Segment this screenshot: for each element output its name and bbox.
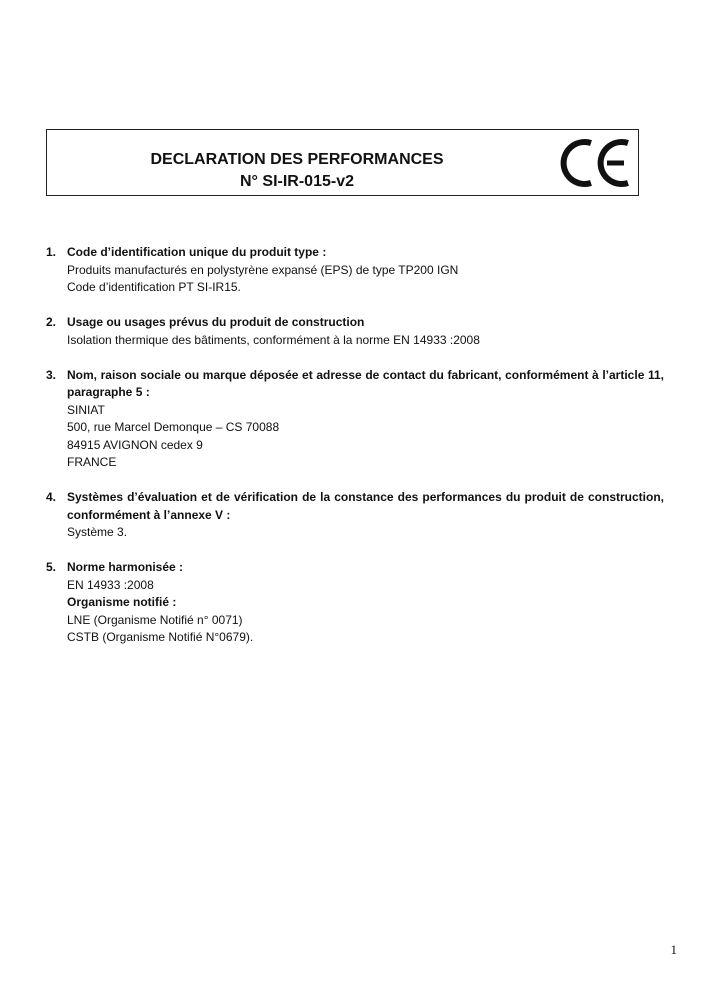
ce-mark-logo (560, 136, 630, 190)
declaration-header (46, 129, 639, 196)
document-title: DECLARATION DES PERFORMANCES (150, 151, 444, 168)
section-line: Isolation thermique des bâtiments, conformément à la norme EN 14933 :2008 (67, 332, 480, 347)
document-number: N° SI-IR-015-v2 (240, 173, 354, 190)
section-number: 3. (46, 367, 57, 382)
section-line: FRANCE (67, 455, 117, 469)
section-number: 2. (46, 315, 57, 329)
page-number: 1 (670, 942, 677, 957)
section-subheading: Organisme notifié : (67, 595, 177, 609)
section-line: Code d’identification PT SI-IR15. (67, 280, 241, 294)
section-harmonised-standard (46, 559, 664, 647)
section-number: 1. (46, 245, 57, 259)
section-line: Produits manufacturés en polystyrène expansé (EPS) de type TP200 IGN (67, 262, 459, 277)
section-line: Système 3. (67, 525, 128, 539)
section-line: CSTB (Organisme Notifié N°0679). (67, 630, 254, 644)
section-number: 4. (46, 490, 57, 504)
section-line: LNE (Organisme Notifié n° 0071) (67, 612, 243, 627)
section-product-identification (46, 244, 664, 297)
section-heading: Usage ou usages prévus du produit de construction (67, 315, 365, 329)
section-heading: Systèmes d’évaluation et de vérification de la constance des performances du produit de construction, conformément à l’annexe V : (67, 490, 664, 522)
section-line: 500, rue Marcel Demonque – CS 70088 (67, 420, 280, 434)
declaration-sections (46, 244, 664, 664)
section-heading: Code d’identification unique du produit type : (67, 245, 327, 259)
section-assessment-system (46, 489, 664, 542)
section-line: SINIAT (67, 402, 105, 417)
section-intended-use (46, 314, 664, 349)
section-heading: Norme harmonisée : (67, 560, 184, 574)
section-line: 84915 AVIGNON cedex 9 (67, 437, 203, 452)
section-heading: Nom, raison sociale ou marque déposée et adresse de contact du fabricant, conformément à l’article 11, paragraphe 5 : (67, 367, 664, 399)
section-number: 5. (46, 560, 57, 574)
section-line: EN 14933 :2008 (67, 577, 154, 592)
section-manufacturer (46, 367, 664, 472)
